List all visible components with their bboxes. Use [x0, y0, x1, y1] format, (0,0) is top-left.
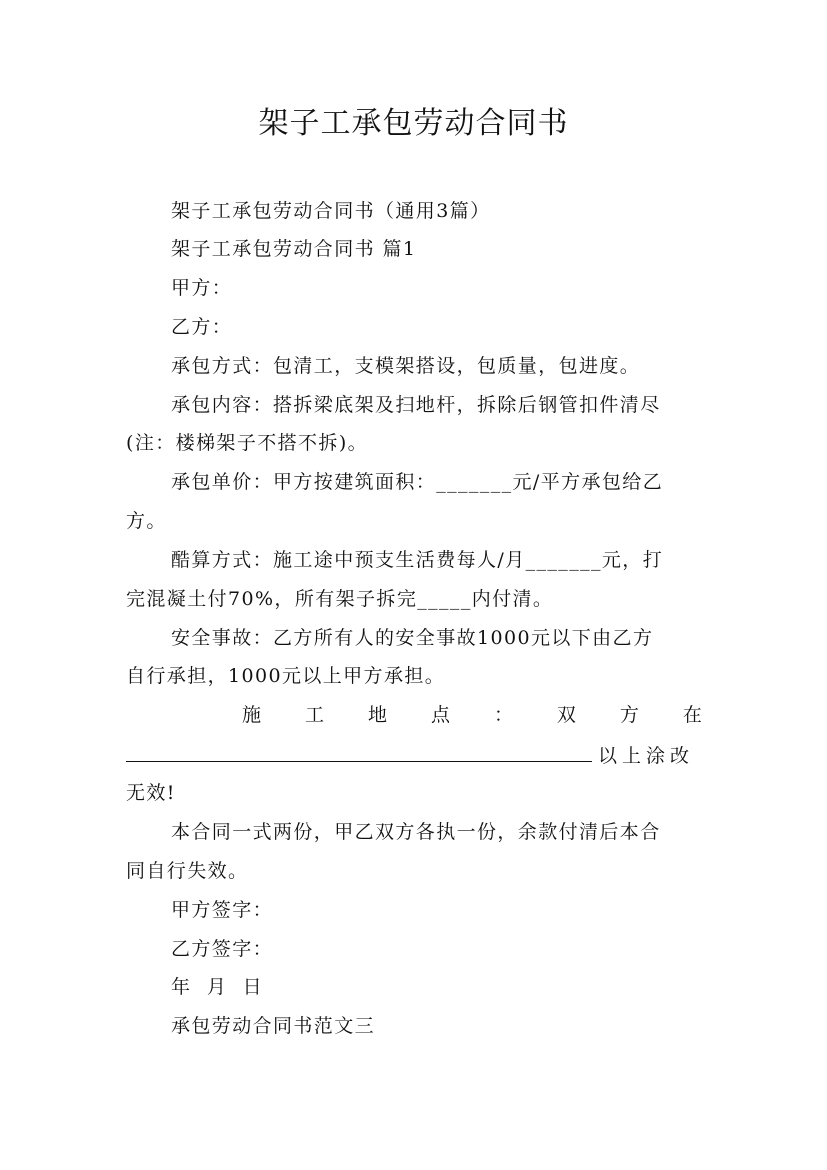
paragraph-safety-cont: 自行承担，1000元以上甲方承担。	[126, 665, 446, 687]
paragraph-party-a: 甲方：	[171, 277, 233, 299]
paragraph-party-b: 乙方：	[171, 316, 233, 338]
blank-line	[126, 735, 592, 762]
signature-party-a: 甲方签字：	[171, 899, 274, 921]
signature-date: 年 月 日	[171, 976, 264, 998]
paragraph-copies-cont: 同自行失效。	[126, 860, 249, 882]
site-char: 方	[619, 704, 639, 726]
paragraph-contract-content: 承包内容：搭拆梁底架及扫地杆，拆除后钢管扣件清尽	[171, 394, 661, 416]
site-char: 工	[304, 704, 324, 726]
paragraph-settlement-cont: 完混凝土付70%，所有架子拆完_____内付清。	[126, 588, 554, 610]
site-char: 点	[430, 704, 450, 726]
paragraph-unit-price: 承包单价：甲方按建筑面积：_______元/平方承包给乙	[171, 471, 664, 493]
paragraph-site-location	[126, 696, 702, 734]
site-char: ：	[493, 704, 513, 726]
site-char: 双	[556, 704, 576, 726]
site-char: 在	[682, 704, 702, 726]
paragraph-unit-price-cont: 方。	[126, 510, 167, 532]
paragraph-chapter-heading: 架子工承包劳动合同书 篇1	[171, 238, 417, 260]
paragraph-site-location-cont	[126, 735, 702, 773]
paragraph-invalid-note: 无效!	[126, 782, 176, 804]
paragraph-contract-content-cont: (注：楼梯架子不搭不拆)。	[126, 432, 369, 454]
paragraph-collection-title: 架子工承包劳动合同书（通用3篇）	[171, 200, 491, 222]
paragraph-settlement: 酷算方式：施工途中预支生活费每人/月_______元，打	[171, 549, 664, 571]
paragraph-safety: 安全事故：乙方所有人的安全事故1000元以下由乙方	[171, 627, 654, 649]
site-char: 地	[367, 704, 387, 726]
paragraph-copies: 本合同一式两份，甲乙双方各执一份，余款付清后本合	[171, 821, 661, 843]
document-title: 架子工承包劳动合同书	[258, 106, 569, 141]
site-tail-text: 以上涂改	[598, 745, 695, 767]
signature-party-b: 乙方签字：	[171, 938, 274, 960]
paragraph-contract-method: 承包方式：包清工，支模架搭设，包质量，包进度。	[171, 355, 641, 377]
paragraph-next-section: 承包劳动合同书范文三	[171, 1015, 376, 1037]
site-char: 施	[242, 704, 262, 726]
